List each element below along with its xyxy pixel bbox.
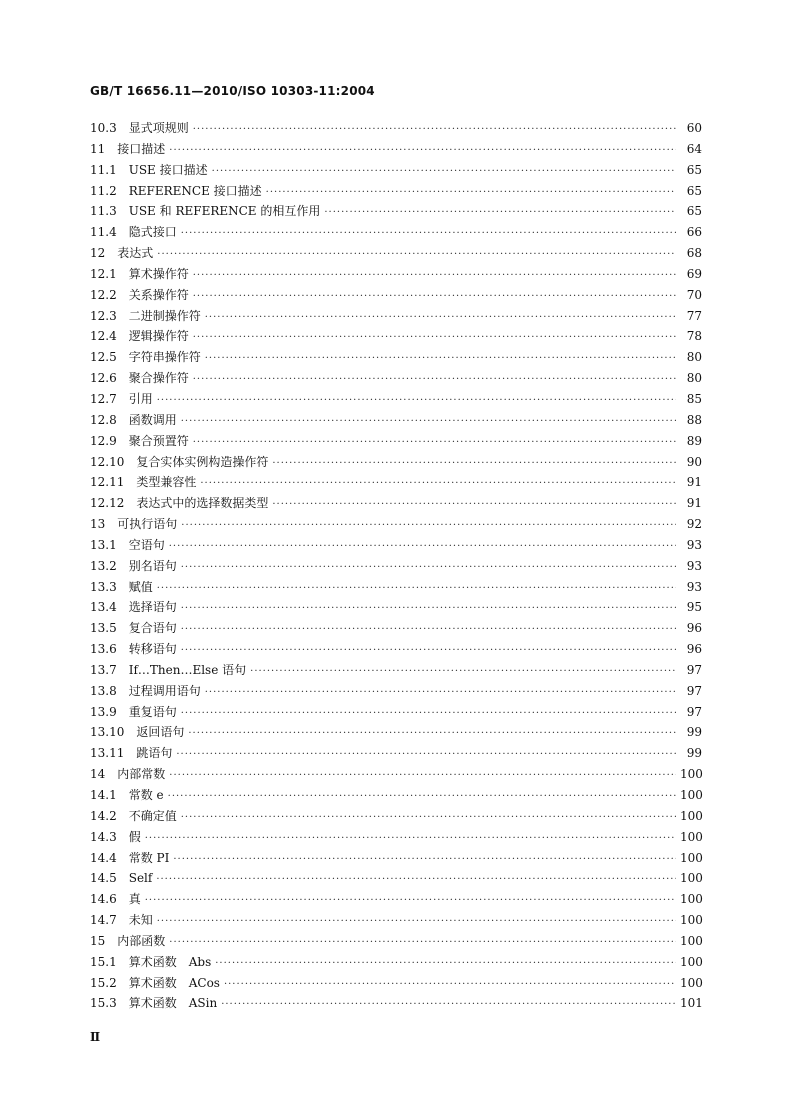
toc-entry-title: 接口描述	[117, 141, 166, 156]
toc-leader-dots	[272, 454, 676, 475]
toc-entry-title: 返回语句	[136, 725, 185, 740]
toc-entry-title: 重复语句	[128, 704, 177, 719]
toc-entry-title: 复合实体实例构造操作符	[136, 454, 269, 469]
toc-entry-title: 显式项规则	[128, 121, 189, 135]
toc-entry-title: REFERENCE 接口描述	[128, 183, 262, 198]
toc-entry-number: 12.4	[90, 329, 117, 344]
toc-entry-page: 100	[680, 829, 703, 844]
toc-leader-dots	[156, 870, 676, 891]
toc-leader-dots	[212, 162, 676, 183]
toc-entry-page: 89	[686, 433, 702, 448]
toc-entry-page: 66	[686, 225, 702, 240]
toc-leader-dots	[181, 516, 676, 537]
document-header: GB/T 16656.11—2010/ISO 10303-11:2004	[90, 84, 375, 98]
toc-entry-number: 12.12	[90, 496, 125, 511]
toc-entry-title: 逻辑操作符	[128, 329, 189, 344]
toc-entry-page: 85	[686, 391, 702, 406]
toc-entry[interactable]	[90, 389, 702, 410]
toc-entry[interactable]	[90, 181, 702, 202]
toc-entry-number: 13	[90, 517, 106, 532]
toc-entry[interactable]	[90, 868, 702, 889]
toc-entry[interactable]	[90, 722, 702, 743]
toc-entry[interactable]	[90, 326, 702, 347]
toc-leader-dots	[250, 662, 676, 683]
toc-entry-number: 14.4	[90, 850, 117, 865]
toc-entry[interactable]	[90, 535, 702, 556]
toc-entry-title: 不确定值	[128, 808, 177, 823]
toc-entry-number: 14.5	[90, 871, 117, 886]
toc-leader-dots	[181, 558, 676, 579]
toc-entry-page: 80	[686, 371, 702, 386]
toc-leader-dots	[205, 308, 676, 329]
toc-entry-title: 算术函数 Abs	[128, 954, 212, 969]
toc-entry-number: 13.10	[90, 725, 125, 740]
toc-leader-dots	[173, 850, 676, 871]
toc-entry-title: 内部常数	[117, 767, 166, 782]
toc-leader-dots	[266, 183, 676, 204]
toc-entry[interactable]	[90, 660, 702, 681]
toc-entry-title: 关系操作符	[128, 287, 189, 302]
toc-leader-dots	[193, 120, 676, 141]
toc-entry-number: 11.3	[90, 204, 117, 219]
table-of-contents	[90, 118, 702, 1014]
toc-leader-dots	[181, 808, 676, 829]
toc-entry-page: 97	[686, 662, 702, 677]
toc-entry-page: 60	[686, 121, 702, 135]
toc-entry-number: 14.3	[90, 829, 117, 844]
toc-entry[interactable]	[90, 848, 702, 869]
toc-entry-page: 80	[686, 350, 702, 365]
toc-entry-number: 13.11	[90, 746, 125, 761]
toc-leader-dots	[181, 620, 676, 641]
toc-leader-dots	[157, 245, 676, 266]
toc-leader-dots	[169, 537, 676, 558]
toc-entry-number: 13.2	[90, 558, 117, 573]
toc-entry-number: 13.4	[90, 600, 117, 615]
toc-entry-number: 12.2	[90, 287, 117, 302]
toc-entry-page: 100	[680, 767, 703, 782]
toc-entry[interactable]	[90, 160, 702, 181]
toc-leader-dots	[145, 829, 676, 850]
toc-entry-page: 95	[686, 600, 702, 615]
toc-entry-page: 100	[680, 913, 703, 928]
toc-entry-title: 选择语句	[128, 600, 177, 615]
toc-entry-title: 二进制操作符	[128, 308, 201, 323]
toc-leader-dots	[181, 599, 676, 620]
toc-entry-number: 12.3	[90, 308, 117, 323]
toc-entry[interactable]	[90, 222, 702, 243]
toc-entry-page: 101	[680, 996, 703, 1011]
toc-entry[interactable]	[90, 243, 702, 264]
toc-entry-page: 93	[686, 558, 702, 573]
toc-entry-page: 92	[686, 517, 702, 532]
toc-leader-dots	[181, 224, 676, 245]
toc-entry[interactable]	[90, 952, 702, 973]
toc-entry-title: 字符串操作符	[128, 350, 201, 365]
toc-leader-dots	[157, 579, 676, 600]
toc-leader-dots	[193, 287, 676, 308]
toc-entry-number: 15.1	[90, 954, 117, 969]
toc-leader-dots	[200, 474, 676, 495]
toc-leader-dots	[272, 495, 676, 516]
toc-entry-page: 88	[686, 412, 702, 427]
toc-leader-dots	[193, 433, 676, 454]
toc-leader-dots	[181, 641, 676, 662]
toc-entry-title: 空语句	[128, 537, 165, 552]
toc-entry-title: 复合语句	[128, 621, 177, 636]
toc-leader-dots	[324, 203, 676, 224]
toc-entry-number: 12.10	[90, 454, 125, 469]
toc-entry[interactable]	[90, 514, 702, 535]
toc-entry-number: 11.4	[90, 225, 117, 240]
toc-leader-dots	[221, 995, 676, 1016]
toc-entry-number: 13.6	[90, 642, 117, 657]
toc-entry[interactable]	[90, 889, 702, 910]
toc-leader-dots	[215, 954, 676, 975]
toc-entry-page: 100	[680, 871, 703, 886]
toc-entry[interactable]	[90, 139, 702, 160]
toc-entry[interactable]	[90, 368, 702, 389]
toc-leader-dots	[181, 704, 676, 725]
toc-entry[interactable]	[90, 410, 702, 431]
toc-entry[interactable]	[90, 285, 702, 306]
toc-entry-title: 别名语句	[128, 558, 177, 573]
toc-entry-title: 常数 e	[128, 788, 164, 802]
toc-entry-number: 15	[90, 933, 106, 948]
toc-entry-number: 11.2	[90, 183, 117, 198]
toc-entry[interactable]	[90, 431, 702, 452]
toc-entry-number: 11.1	[90, 162, 117, 177]
toc-leader-dots	[168, 787, 676, 808]
toc-entry-title: 假	[128, 829, 141, 844]
toc-entry-page: 100	[680, 850, 703, 865]
toc-entry[interactable]	[90, 556, 702, 577]
toc-entry[interactable]	[90, 577, 702, 598]
toc-leader-dots	[224, 975, 676, 996]
toc-entry-number: 14.2	[90, 808, 117, 823]
toc-entry[interactable]	[90, 743, 702, 764]
toc-entry-page: 100	[680, 954, 703, 969]
toc-entry-title: USE 和 REFERENCE 的相互作用	[128, 204, 321, 219]
toc-leader-dots	[205, 683, 676, 704]
toc-entry[interactable]	[90, 681, 702, 702]
toc-entry-number: 12.9	[90, 433, 117, 448]
toc-entry-page: 65	[686, 162, 702, 177]
toc-entry-number: 14	[90, 767, 106, 782]
toc-entry-title: 内部函数	[117, 933, 166, 948]
toc-entry-number: 15.2	[90, 975, 117, 990]
toc-entry-page: 100	[680, 892, 703, 907]
toc-entry-page: 77	[686, 308, 702, 323]
toc-entry-title: 未知	[128, 913, 153, 928]
toc-entry[interactable]	[90, 306, 702, 327]
toc-entry[interactable]	[90, 639, 702, 660]
toc-entry[interactable]	[90, 201, 702, 222]
toc-entry-title: 真	[128, 892, 141, 907]
toc-entry[interactable]	[90, 827, 702, 848]
toc-entry-number: 12.7	[90, 391, 117, 406]
toc-entry-page: 70	[686, 287, 702, 302]
toc-entry-page: 100	[680, 808, 703, 823]
toc-entry-number: 13.1	[90, 537, 117, 552]
toc-entry-page: 93	[686, 537, 702, 552]
toc-entry-page: 100	[680, 933, 703, 948]
toc-entry-title: 可执行语句	[117, 517, 178, 532]
toc-entry[interactable]	[90, 702, 702, 723]
toc-leader-dots	[193, 370, 676, 391]
toc-leader-dots	[169, 141, 676, 162]
toc-leader-dots	[176, 745, 676, 766]
toc-entry-number: 12.1	[90, 266, 117, 281]
toc-leader-dots	[181, 412, 676, 433]
toc-entry[interactable]	[90, 493, 702, 514]
toc-leader-dots	[169, 766, 676, 787]
toc-leader-dots	[205, 349, 676, 370]
toc-entry-page: 90	[686, 454, 702, 469]
toc-entry-number: 12.11	[90, 475, 125, 490]
toc-entry[interactable]	[90, 993, 702, 1014]
toc-entry-number: 14.1	[90, 788, 117, 802]
toc-entry-page: 96	[686, 621, 702, 636]
toc-entry[interactable]	[90, 452, 702, 473]
toc-entry[interactable]	[90, 597, 702, 618]
toc-entry-page: 91	[686, 496, 702, 511]
toc-entry-title: If…Then…Else 语句	[128, 662, 247, 677]
toc-entry-title: 类型兼容性	[136, 475, 197, 490]
toc-entry-page: 100	[680, 975, 703, 990]
toc-entry-number: 13.5	[90, 621, 117, 636]
toc-leader-dots	[169, 933, 676, 954]
toc-leader-dots	[193, 328, 676, 349]
toc-entry-title: 聚合操作符	[128, 371, 189, 386]
toc-entry-number: 11	[90, 141, 106, 156]
toc-entry-page: 97	[686, 683, 702, 698]
toc-entry[interactable]	[90, 785, 702, 806]
toc-entry[interactable]	[90, 806, 702, 827]
toc-entry-title: 赋值	[128, 579, 153, 594]
toc-entry-title: Self	[128, 871, 153, 886]
toc-entry-title: 表达式中的选择数据类型	[136, 496, 269, 511]
toc-entry-title: 算术函数 ASin	[128, 996, 218, 1011]
toc-entry-title: 函数调用	[128, 412, 177, 427]
toc-entry-number: 15.3	[90, 996, 117, 1011]
toc-entry-title: 算术操作符	[128, 266, 189, 281]
toc-entry-page: 97	[686, 704, 702, 719]
toc-entry-number: 14.6	[90, 892, 117, 907]
toc-leader-dots	[157, 391, 676, 412]
toc-entry-title: 转移语句	[128, 642, 177, 657]
toc-entry-title: USE 接口描述	[128, 162, 208, 177]
toc-entry[interactable]	[90, 973, 702, 994]
toc-entry-title: 算术函数 ACos	[128, 975, 220, 990]
toc-entry-page: 78	[686, 329, 702, 344]
toc-entry-number: 12.5	[90, 350, 117, 365]
toc-entry-page: 65	[686, 204, 702, 219]
toc-entry-number: 13.7	[90, 662, 117, 677]
toc-entry-title: 跳语句	[136, 746, 173, 761]
toc-entry-page: 64	[686, 141, 702, 156]
toc-entry-title: 表达式	[117, 246, 154, 261]
toc-entry[interactable]	[90, 118, 702, 139]
toc-entry[interactable]	[90, 264, 702, 285]
toc-entry-title: 引用	[128, 391, 153, 406]
toc-leader-dots	[193, 266, 676, 287]
toc-entry[interactable]	[90, 347, 702, 368]
toc-entry-page: 100	[680, 788, 703, 802]
toc-entry-number: 13.9	[90, 704, 117, 719]
toc-entry-page: 99	[686, 746, 702, 761]
toc-entry-page: 69	[686, 266, 702, 281]
toc-entry-number: 13.8	[90, 683, 117, 698]
toc-entry[interactable]	[90, 764, 702, 785]
toc-entry-number: 14.7	[90, 913, 117, 928]
page-number: Ⅱ	[90, 1030, 101, 1044]
toc-entry-page: 93	[686, 579, 702, 594]
toc-entry-page: 99	[686, 725, 702, 740]
toc-entry[interactable]	[90, 618, 702, 639]
toc-entry[interactable]	[90, 910, 702, 931]
toc-entry-title: 过程调用语句	[128, 683, 201, 698]
toc-entry-title: 常数 PI	[128, 850, 170, 865]
toc-entry-title: 聚合预置符	[128, 433, 189, 448]
toc-entry-number: 12	[90, 246, 106, 261]
toc-entry-page: 91	[686, 475, 702, 490]
toc-entry[interactable]	[90, 472, 702, 493]
toc-entry-page: 68	[686, 246, 702, 261]
toc-entry-number: 10.3	[90, 121, 117, 135]
toc-leader-dots	[188, 724, 676, 745]
toc-entry-page: 96	[686, 642, 702, 657]
toc-leader-dots	[145, 891, 676, 912]
toc-entry-page: 65	[686, 183, 702, 198]
toc-entry-number: 12.8	[90, 412, 117, 427]
toc-entry[interactable]	[90, 931, 702, 952]
toc-entry-number: 12.6	[90, 371, 117, 386]
toc-entry-number: 13.3	[90, 579, 117, 594]
toc-leader-dots	[157, 912, 676, 933]
toc-entry-title: 隐式接口	[128, 225, 177, 240]
